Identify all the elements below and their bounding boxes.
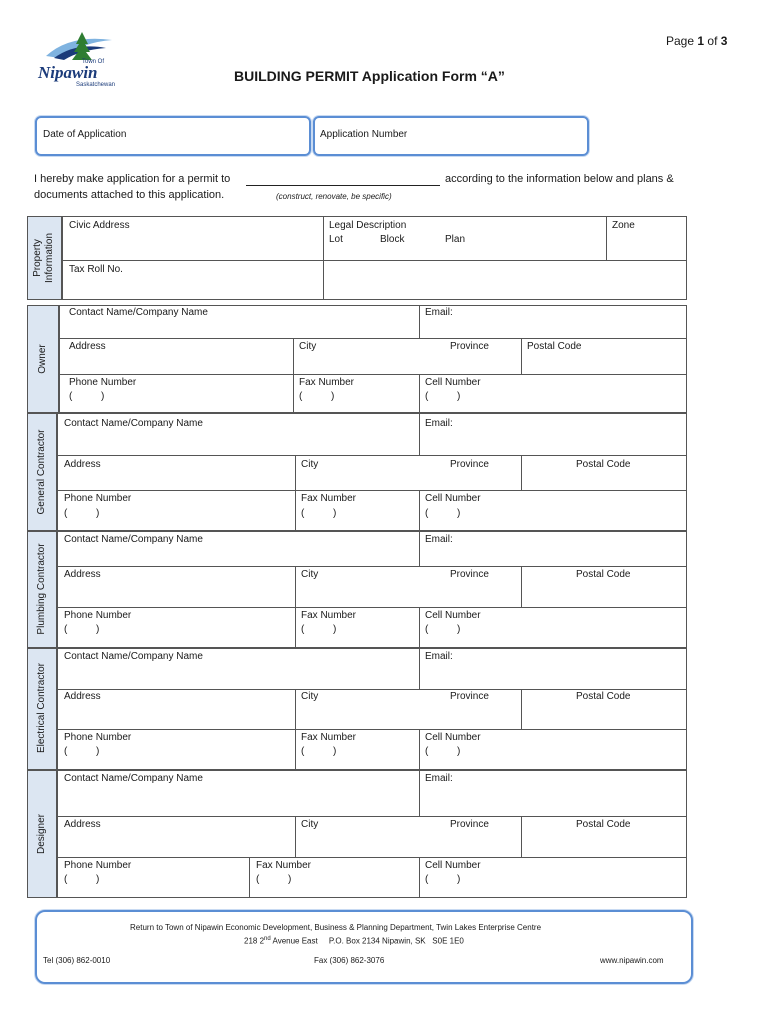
general-fax-label: Fax Number: [301, 493, 357, 504]
electrical-phone-paren-close: ): [96, 746, 100, 757]
footer-box: [35, 910, 693, 984]
general-phone-label: Phone Number: [64, 493, 132, 504]
electrical-phone-label: Phone Number: [64, 732, 132, 743]
designer-table: [57, 770, 687, 898]
owner-phone-label: Phone Number: [69, 377, 137, 388]
electrical-cell-paren-open: (: [425, 746, 429, 757]
civic-address-label: Civic Address: [69, 220, 130, 231]
town-logo: [32, 30, 132, 90]
designer-phone-paren-open: (: [64, 874, 68, 885]
plumbing-city-label: City: [301, 569, 319, 580]
tax-roll-label: Tax Roll No.: [69, 264, 123, 275]
general-phone-paren-open: (: [64, 508, 68, 519]
general-cell-paren-close: ): [457, 508, 461, 519]
electrical-fax-paren-close: ): [333, 746, 337, 757]
owner-cell-label: Cell Number: [425, 377, 481, 388]
owner-cell-paren-close: ): [457, 391, 461, 402]
general-fax-paren-close: ): [333, 508, 337, 519]
electrical-address-label: Address: [64, 691, 101, 702]
electrical-section-label: Electrical Contractor: [36, 662, 47, 754]
designer-province-label: Province: [450, 819, 489, 830]
designer-phone-label: Phone Number: [64, 860, 132, 871]
page-number: 1: [697, 34, 705, 48]
page-label: Page: [666, 34, 695, 48]
lot-label: Lot: [329, 234, 343, 245]
plumbing-phone-paren-close: ): [96, 624, 100, 635]
general-cell-label: Cell Number: [425, 493, 481, 504]
plumbing-cell-paren-open: (: [425, 624, 429, 635]
designer-fax-paren-open: (: [256, 874, 260, 885]
general-address-label: Address: [64, 459, 101, 470]
general-section-label: General Contractor: [36, 429, 47, 515]
plumbing-phone-label: Phone Number: [64, 610, 132, 621]
permit-type-blank[interactable]: [246, 185, 440, 186]
zone-label: Zone: [612, 220, 635, 231]
owner-postal-label: Postal Code: [527, 341, 582, 352]
designer-email-label: Email:: [425, 773, 453, 784]
intro-line1-end: according to the information below and plans &: [445, 173, 674, 185]
page-total: 3: [720, 34, 728, 48]
designer-contact-label: Contact Name/Company Name: [64, 773, 203, 784]
general-contact-label: Contact Name/Company Name: [64, 418, 203, 429]
block-label: Block: [380, 234, 405, 245]
electrical-cell-label: Cell Number: [425, 732, 481, 743]
owner-phone-paren-close: ): [101, 391, 105, 402]
plumbing-cell-paren-close: ): [457, 624, 461, 635]
plumbing-fax-paren-close: ): [333, 624, 337, 635]
designer-cell-label: Cell Number: [425, 860, 481, 871]
footer-address-line: 218 2nd Avenue East P.O. Box 2134 Nipawin, SK S0E 1E0: [244, 936, 464, 946]
owner-city-label: City: [299, 341, 317, 352]
general-postal-label: Postal Code: [576, 459, 631, 470]
footer-return-line: Return to Town of Nipawin Economic Development, Business & Planning Department, Twin Lakes Enterprise Centre: [130, 923, 542, 932]
general-province-label: Province: [450, 459, 489, 470]
logo-emblem-icon: [40, 30, 120, 62]
designer-cell-paren-close: ): [457, 874, 461, 885]
page-title: BUILDING PERMIT Application Form “A”: [234, 68, 505, 84]
legal-description-label: Legal Description: [329, 220, 407, 231]
plumbing-fax-paren-open: (: [301, 624, 305, 635]
designer-postal-label: Postal Code: [576, 819, 631, 830]
designer-address-label: Address: [64, 819, 101, 830]
plumbing-province-label: Province: [450, 569, 489, 580]
owner-fax-paren-open: (: [299, 391, 303, 402]
general-cell-paren-open: (: [425, 508, 429, 519]
application-number-label: Application Number: [320, 129, 408, 140]
owner-fax-label: Fax Number: [299, 377, 355, 388]
electrical-city-label: City: [301, 691, 319, 702]
general-phone-paren-close: ): [96, 508, 100, 519]
general-city-label: City: [301, 459, 319, 470]
owner-email-label: Email:: [425, 307, 453, 318]
electrical-cell-paren-close: ): [457, 746, 461, 757]
designer-phone-paren-close: ): [96, 874, 100, 885]
plumbing-email-label: Email:: [425, 534, 453, 545]
plumbing-table: [57, 531, 687, 648]
logo-province: Saskatchewan: [76, 82, 116, 88]
electrical-phone-paren-open: (: [64, 746, 68, 757]
designer-section-label: Designer: [36, 813, 47, 855]
intro-line1-start: I hereby make application for a permit to: [34, 173, 231, 185]
plumbing-fax-label: Fax Number: [301, 610, 357, 621]
footer-tel: Tel (306) 862-0010: [43, 956, 111, 965]
general-table: [57, 413, 687, 531]
electrical-fax-paren-open: (: [301, 746, 305, 757]
plumbing-postal-label: Postal Code: [576, 569, 631, 580]
owner-cell-paren-open: (: [425, 391, 429, 402]
page-indicator: [666, 34, 727, 48]
plumbing-cell-label: Cell Number: [425, 610, 481, 621]
electrical-fax-label: Fax Number: [301, 732, 357, 743]
electrical-table: [57, 648, 687, 770]
date-of-application-label: Date of Application: [43, 129, 127, 140]
designer-cell-paren-open: (: [425, 874, 429, 885]
designer-city-label: City: [301, 819, 319, 830]
plumbing-address-label: Address: [64, 569, 101, 580]
owner-table: [59, 305, 687, 413]
designer-fax-label: Fax Number: [256, 860, 312, 871]
electrical-contact-label: Contact Name/Company Name: [64, 651, 203, 662]
plumbing-section-label: Plumbing Contractor: [36, 543, 47, 635]
property-section-label: Property Information: [32, 232, 55, 284]
owner-phone-paren-open: (: [69, 391, 73, 402]
owner-address-label: Address: [69, 341, 106, 352]
owner-section-label: Owner: [37, 344, 48, 374]
plumbing-phone-paren-open: (: [64, 624, 68, 635]
owner-fax-paren-close: ): [331, 391, 335, 402]
intro-line2: documents attached to this application.: [34, 189, 225, 201]
general-fax-paren-open: (: [301, 508, 305, 519]
logo-town-of: Town Of: [82, 59, 105, 65]
page-of: of: [707, 34, 718, 48]
plan-label: Plan: [445, 234, 466, 245]
owner-province-label: Province: [450, 341, 489, 352]
electrical-province-label: Province: [450, 691, 489, 702]
plumbing-contact-label: Contact Name/Company Name: [64, 534, 203, 545]
logo-name: Nipawin: [38, 63, 98, 82]
footer-website-link[interactable]: www.nipawin.com: [600, 956, 664, 965]
owner-contact-label: Contact Name/Company Name: [69, 307, 208, 318]
permit-type-hint: (construct, renovate, be specific): [276, 192, 392, 201]
electrical-email-label: Email:: [425, 651, 453, 662]
designer-fax-paren-close: ): [288, 874, 292, 885]
general-email-label: Email:: [425, 418, 453, 429]
footer-fax: Fax (306) 862-3076: [314, 956, 385, 965]
electrical-postal-label: Postal Code: [576, 691, 631, 702]
